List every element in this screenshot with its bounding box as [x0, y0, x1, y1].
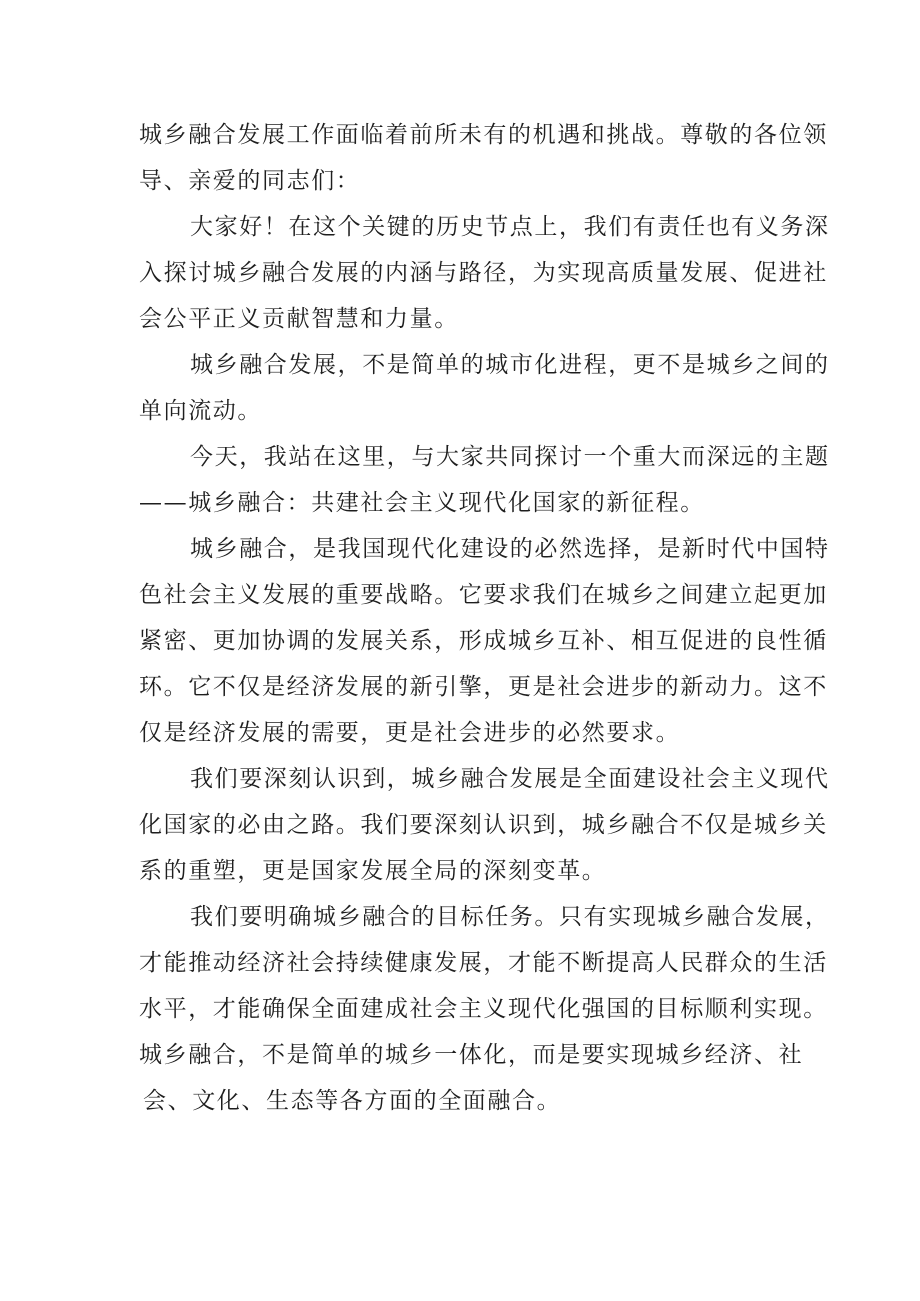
paragraph-first-line: 城乡融合，是我国现代化建设的必然选择，是新时代中国特	[190, 536, 830, 562]
text-line: 城乡融合，不是简单的城乡一体化，而是要实现城乡经济、社	[139, 1042, 804, 1068]
text-line: 导、亲爱的同志们：	[139, 168, 361, 194]
text-line: 水平，才能确保全面建成社会主义现代化强国的目标顺利实现。	[139, 996, 828, 1022]
text-line: ——城乡融合：共建社会主义现代化国家的新征程。	[139, 490, 705, 516]
text-line: 会公平正义贡献智慧和力量。	[139, 306, 459, 332]
text-line: 紧密、更加协调的发展关系，形成城乡互补、相互促进的良性循	[139, 628, 828, 654]
text-line: 单向流动。	[139, 398, 262, 424]
text-line: 会、文化、生态等各方面的全面融合。	[143, 1088, 562, 1114]
paragraph-first-line: 我们要明确城乡融合的目标任务。只有实现城乡融合发展，	[190, 904, 830, 930]
text-line: 色社会主义发展的重要战略。它要求我们在城乡之间建立起更加	[139, 582, 828, 608]
paragraph-first-line: 大家好！在这个关键的历史节点上，我们有责任也有义务深	[190, 214, 830, 240]
text-line: 城乡融合发展工作面临着前所未有的机遇和挑战。尊敬的各位领	[139, 122, 828, 148]
text-line: 入探讨城乡融合发展的内涵与路径，为实现高质量发展、促进社	[139, 260, 828, 286]
text-line: 仅是经济发展的需要，更是社会进步的必然要求。	[139, 720, 681, 746]
paragraph-first-line: 今天，我站在这里，与大家共同探讨一个重大而深远的主题	[190, 444, 830, 470]
paragraph-first-line: 城乡融合发展，不是简单的城市化进程，更不是城乡之间的	[190, 352, 830, 378]
text-line: 环。它不仅是经济发展的新引擎，更是社会进步的新动力。这不	[139, 674, 828, 700]
paragraph-first-line: 我们要深刻认识到，城乡融合发展是全面建设社会主义现代	[190, 766, 830, 792]
text-line: 系的重塑，更是国家发展全局的深刻变革。	[139, 858, 607, 884]
text-line: 才能推动经济社会持续健康发展，才能不断提高人民群众的生活	[139, 950, 828, 976]
text-line: 化国家的必由之路。我们要深刻认识到，城乡融合不仅是城乡关	[139, 812, 828, 838]
document-body	[139, 112, 830, 1124]
